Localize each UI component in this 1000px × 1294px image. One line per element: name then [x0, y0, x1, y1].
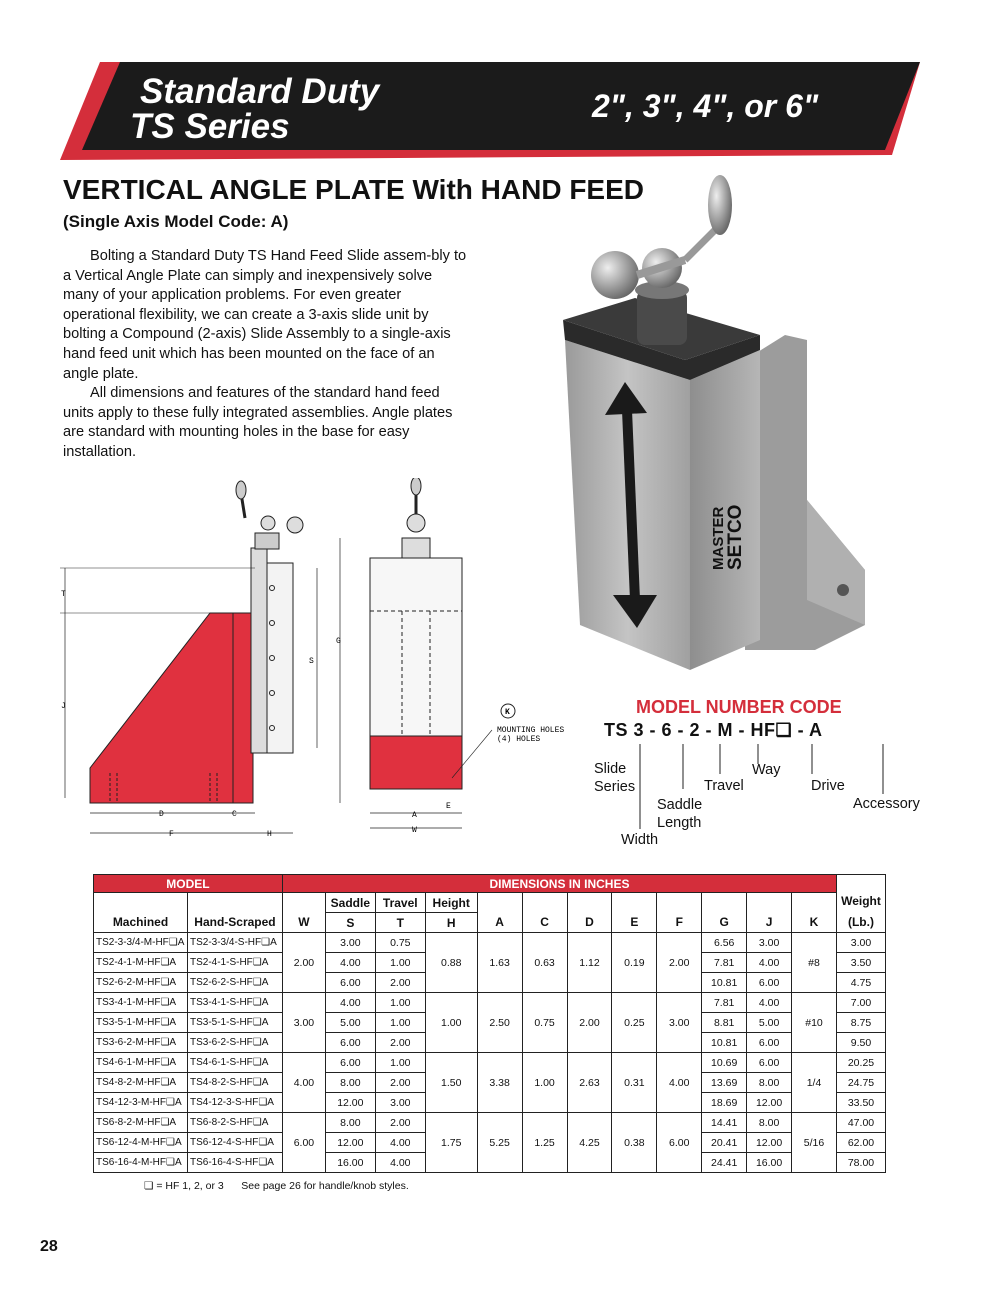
cell-E: 0.25 — [612, 993, 657, 1053]
cell-G: 6.56 — [702, 933, 747, 953]
cell-scraped-model: TS4-12-3-S-HF❏A — [187, 1093, 282, 1113]
cell-J: 6.00 — [747, 1033, 792, 1053]
code-label-width: Width — [621, 832, 659, 848]
header-weight-top: Weight — [841, 894, 881, 908]
code-label-travel: Travel — [704, 778, 744, 794]
cell-W: 6.00 — [282, 1113, 325, 1173]
cell-machined-model: TS6-12-4-M-HF❏A — [94, 1133, 188, 1153]
dim-label-C: C — [232, 810, 237, 819]
cell-T: 2.00 — [375, 1113, 425, 1133]
header-F: F — [657, 893, 702, 933]
cell-scraped-model: TS6-8-2-S-HF❏A — [187, 1113, 282, 1133]
description — [63, 247, 471, 463]
header-model: MODEL — [94, 875, 283, 893]
dim-label-G: G — [336, 637, 341, 646]
cell-weight: 4.75 — [836, 973, 885, 993]
cell-J: 4.00 — [747, 993, 792, 1013]
cell-S: 12.00 — [325, 1093, 375, 1113]
cell-S: 8.00 — [325, 1113, 375, 1133]
cell-G: 10.81 — [702, 1033, 747, 1053]
cell-J: 4.00 — [747, 953, 792, 973]
table-row — [94, 993, 886, 1013]
cell-machined-model: TS6-16-4-M-HF❏A — [94, 1153, 188, 1173]
cell-T: 4.00 — [375, 1133, 425, 1153]
dim-label-H: H — [267, 830, 272, 839]
cell-J: 8.00 — [747, 1073, 792, 1093]
header-S: S — [325, 913, 375, 933]
callout-K: K — [505, 708, 510, 717]
cell-G: 8.81 — [702, 1013, 747, 1033]
cell-J: 8.00 — [747, 1113, 792, 1133]
cell-W: 2.00 — [282, 933, 325, 993]
cell-S: 6.00 — [325, 1053, 375, 1073]
cell-T: 2.00 — [375, 1073, 425, 1093]
cell-G: 18.69 — [702, 1093, 747, 1113]
cell-E: 0.38 — [612, 1113, 657, 1173]
cell-D: 4.25 — [567, 1113, 612, 1173]
cell-machined-model: TS3-5-1-M-HF❏A — [94, 1013, 188, 1033]
cell-C: 1.00 — [522, 1053, 567, 1113]
header-hand-scraped: Hand-Scraped — [187, 893, 282, 933]
cell-weight: 47.00 — [836, 1113, 885, 1133]
header-T: T — [375, 913, 425, 933]
cell-K: #8 — [792, 933, 837, 993]
header-D: D — [567, 893, 612, 933]
front-view-drawing — [362, 478, 592, 838]
header-banner — [60, 60, 920, 165]
cell-W: 3.00 — [282, 993, 325, 1053]
banner-sizes: 2", 3", 4", or 6" — [592, 88, 819, 124]
cell-T: 0.75 — [375, 933, 425, 953]
cell-weight: 33.50 — [836, 1093, 885, 1113]
cell-machined-model: TS4-8-2-M-HF❏A — [94, 1073, 188, 1093]
header-saddle: Saddle — [325, 893, 375, 913]
cell-G: 10.69 — [702, 1053, 747, 1073]
page-title: VERTICAL ANGLE PLATE With HAND FEED — [63, 174, 644, 205]
cell-scraped-model: TS3-4-1-S-HF❏A — [187, 993, 282, 1013]
table-footnote: ❏ = HF 1, 2, or 3 See page 26 for handle/knob styles. — [144, 1180, 409, 1192]
cell-machined-model: TS2-6-2-M-HF❏A — [94, 973, 188, 993]
cell-scraped-model: TS3-5-1-S-HF❏A — [187, 1013, 282, 1033]
cell-weight: 62.00 — [836, 1133, 885, 1153]
cell-J: 6.00 — [747, 973, 792, 993]
cell-A: 1.63 — [477, 933, 522, 993]
cell-F: 2.00 — [657, 933, 702, 993]
dimensions-table — [93, 874, 886, 1173]
brand-master: MASTER — [710, 506, 727, 570]
cell-scraped-model: TS6-12-4-S-HF❏A — [187, 1133, 282, 1153]
cell-T: 2.00 — [375, 973, 425, 993]
header-A: A — [477, 893, 522, 933]
cell-J: 6.00 — [747, 1053, 792, 1073]
cell-S: 6.00 — [325, 1033, 375, 1053]
cell-weight: 7.00 — [836, 993, 885, 1013]
dim-label-S: S — [309, 657, 314, 666]
cell-scraped-model: TS2-3-3/4-S-HF❏A — [187, 933, 282, 953]
dim-label-E: E — [446, 802, 451, 811]
cell-S: 6.00 — [325, 973, 375, 993]
cell-scraped-model: TS4-6-1-S-HF❏A — [187, 1053, 282, 1073]
brand-setco: SETCO — [725, 504, 746, 570]
cell-T: 1.00 — [375, 1053, 425, 1073]
dim-label-W: W — [412, 826, 417, 835]
cell-machined-model: TS2-3-3/4-M-HF❏A — [94, 933, 188, 953]
cell-weight: 78.00 — [836, 1153, 885, 1173]
cell-K: 5/16 — [792, 1113, 837, 1173]
header-W: W — [282, 893, 325, 933]
header-machined: Machined — [94, 893, 188, 933]
cell-weight: 3.00 — [836, 933, 885, 953]
code-label-drive: Drive — [811, 778, 845, 794]
dim-label-A: A — [412, 811, 417, 820]
table-row — [94, 1053, 886, 1073]
mounting-holes-note: MOUNTING HOLES — [497, 726, 565, 735]
header-K: K — [792, 893, 837, 933]
table-row — [94, 1113, 886, 1133]
cell-machined-model: TS4-6-1-M-HF❏A — [94, 1053, 188, 1073]
cell-weight: 3.50 — [836, 953, 885, 973]
header-H: H — [425, 913, 477, 933]
cell-machined-model: TS3-6-2-M-HF❏A — [94, 1033, 188, 1053]
cell-T: 3.00 — [375, 1093, 425, 1113]
header-weight-unit: (Lb.) — [847, 915, 874, 929]
code-label-saddle: Saddle — [657, 797, 703, 813]
cell-S: 12.00 — [325, 1133, 375, 1153]
banner-title-line2: TS Series — [130, 107, 290, 146]
header-travel: Travel — [375, 893, 425, 913]
cell-F: 4.00 — [657, 1053, 702, 1113]
cell-J: 12.00 — [747, 1093, 792, 1113]
cell-weight: 9.50 — [836, 1033, 885, 1053]
cell-weight: 8.75 — [836, 1013, 885, 1033]
code-label-accessory: Accessory — [853, 796, 920, 812]
header-G: G — [702, 893, 747, 933]
code-label-length: Length — [657, 815, 702, 831]
description-paragraph: All dimensions and features of the standard hand feed units apply to these fully integrated assemblies. Angle plates are standard with mounting holes in the base for easy installation. — [63, 385, 453, 460]
cell-weight: 24.75 — [836, 1073, 885, 1093]
cell-S: 5.00 — [325, 1013, 375, 1033]
code-label-slide: Slide — [594, 761, 627, 777]
cell-weight: 20.25 — [836, 1053, 885, 1073]
cell-S: 4.00 — [325, 993, 375, 1013]
cell-T: 1.00 — [375, 953, 425, 973]
cell-scraped-model: TS3-6-2-S-HF❏A — [187, 1033, 282, 1053]
cell-scraped-model: TS4-8-2-S-HF❏A — [187, 1073, 282, 1093]
banner-title-line1: Standard Duty — [140, 72, 380, 111]
cell-H: 1.00 — [425, 993, 477, 1053]
cell-H: 1.50 — [425, 1053, 477, 1113]
cell-S: 3.00 — [325, 933, 375, 953]
cell-K: 1/4 — [792, 1053, 837, 1113]
cell-G: 7.81 — [702, 953, 747, 973]
cell-C: 1.25 — [522, 1113, 567, 1173]
cell-W: 4.00 — [282, 1053, 325, 1113]
cell-J: 12.00 — [747, 1133, 792, 1153]
dim-label-T: T — [61, 590, 66, 599]
header-C: C — [522, 893, 567, 933]
cell-G: 10.81 — [702, 973, 747, 993]
mounting-holes-count: (4) HOLES — [497, 735, 541, 744]
cell-G: 14.41 — [702, 1113, 747, 1133]
header-weight — [836, 875, 885, 933]
product-photo — [545, 170, 875, 680]
cell-D: 1.12 — [567, 933, 612, 993]
description-paragraph: Bolting a Standard Duty TS Hand Feed Slide assem-bly to a Vertical Angle Plate can simply and inexpensively solve many of your application problems. For even greater operational flexibility, we can create a 3-axis slide unit by bolting a Compound (2-axis) Slide Assembly to a single-axis hand feed unit which has been mounted on the face of an angle plate. — [63, 248, 467, 382]
header-J: J — [747, 893, 792, 933]
cell-G: 7.81 — [702, 993, 747, 1013]
cell-C: 0.75 — [522, 993, 567, 1053]
cell-T: 2.00 — [375, 1033, 425, 1053]
header-dimensions: DIMENSIONS IN INCHES — [282, 875, 836, 893]
cell-S: 8.00 — [325, 1073, 375, 1093]
cell-J: 16.00 — [747, 1153, 792, 1173]
table-row — [94, 933, 886, 953]
cell-D: 2.00 — [567, 993, 612, 1053]
cell-F: 3.00 — [657, 993, 702, 1053]
side-view-drawing — [55, 478, 355, 858]
model-code-example: TS 3 - 6 - 2 - M - HF❏ - A — [604, 720, 823, 740]
cell-S: 16.00 — [325, 1153, 375, 1173]
dim-label-F: F — [169, 830, 174, 839]
model-code-title: MODEL NUMBER CODE — [636, 697, 842, 717]
code-label-way: Way — [752, 762, 781, 778]
cell-T: 1.00 — [375, 993, 425, 1013]
cell-G: 13.69 — [702, 1073, 747, 1093]
header-E: E — [612, 893, 657, 933]
cell-A: 5.25 — [477, 1113, 522, 1173]
cell-D: 2.63 — [567, 1053, 612, 1113]
cell-A: 3.38 — [477, 1053, 522, 1113]
cell-scraped-model: TS2-4-1-S-HF❏A — [187, 953, 282, 973]
code-label-series: Series — [594, 779, 636, 795]
cell-H: 0.88 — [425, 933, 477, 993]
cell-K: #10 — [792, 993, 837, 1053]
dim-label-D: D — [159, 810, 164, 819]
page-subtitle: (Single Axis Model Code: A) — [63, 212, 289, 231]
cell-J: 5.00 — [747, 1013, 792, 1033]
cell-E: 0.19 — [612, 933, 657, 993]
cell-J: 3.00 — [747, 933, 792, 953]
cell-A: 2.50 — [477, 993, 522, 1053]
cell-machined-model: TS6-8-2-M-HF❏A — [94, 1113, 188, 1133]
cell-scraped-model: TS2-6-2-S-HF❏A — [187, 973, 282, 993]
cell-T: 4.00 — [375, 1153, 425, 1173]
cell-machined-model: TS2-4-1-M-HF❏A — [94, 953, 188, 973]
cell-T: 1.00 — [375, 1013, 425, 1033]
cell-E: 0.31 — [612, 1053, 657, 1113]
cell-G: 24.41 — [702, 1153, 747, 1173]
dim-label-J: J — [61, 702, 66, 711]
page-number: 28 — [40, 1238, 58, 1255]
cell-S: 4.00 — [325, 953, 375, 973]
header-height: Height — [425, 893, 477, 913]
cell-C: 0.63 — [522, 933, 567, 993]
cell-F: 6.00 — [657, 1113, 702, 1173]
cell-machined-model: TS3-4-1-M-HF❏A — [94, 993, 188, 1013]
cell-machined-model: TS4-12-3-M-HF❏A — [94, 1093, 188, 1113]
cell-H: 1.75 — [425, 1113, 477, 1173]
cell-scraped-model: TS6-16-4-S-HF❏A — [187, 1153, 282, 1173]
cell-G: 20.41 — [702, 1133, 747, 1153]
